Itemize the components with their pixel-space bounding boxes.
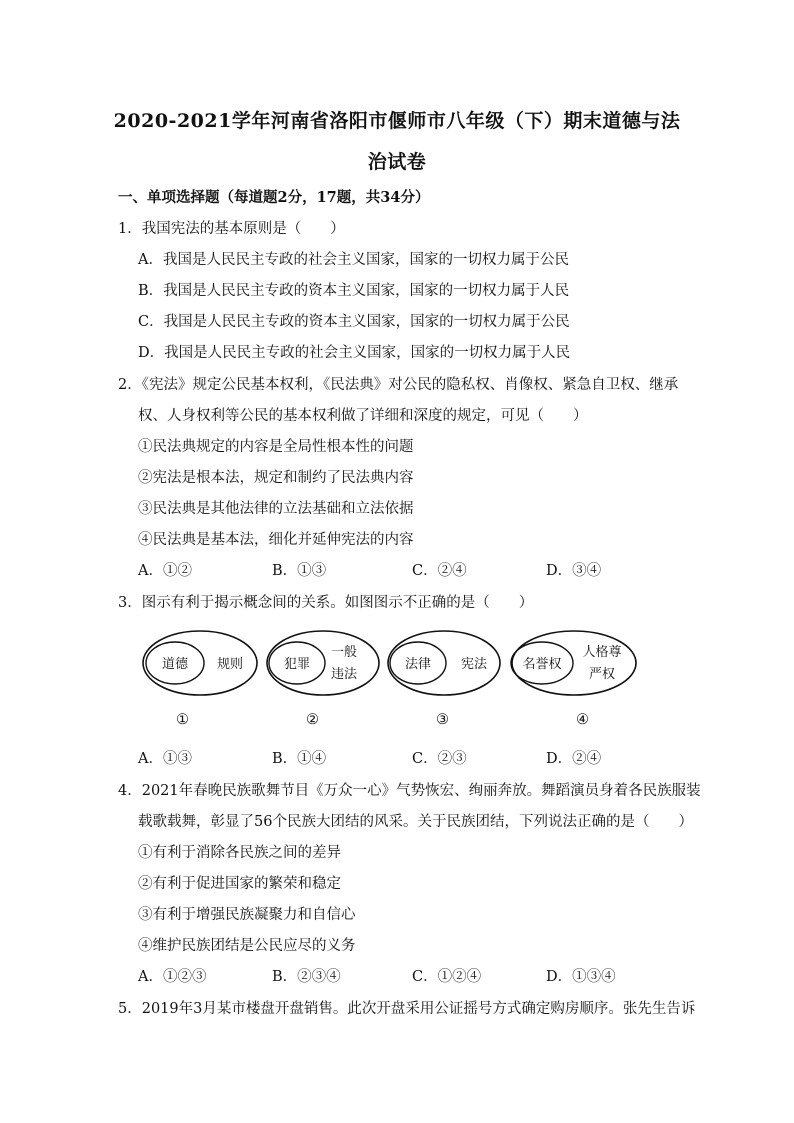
q4-choice-d: D．①③④: [546, 969, 616, 985]
exam-title-line2: 治试卷: [367, 151, 427, 173]
diagram-2-outer-text-1: 一般: [330, 645, 358, 660]
diagram-4-inner-text: 名誉权: [522, 657, 562, 672]
q1-option-a: A．我国是人民民主专政的社会主义国家，国家的一切权力属于公民: [138, 252, 569, 268]
q4-choice-a: A．①②③: [138, 969, 207, 985]
q2-choice-d: D．③④: [546, 563, 602, 579]
q4-item-3: ③有利于增强民族凝聚力和自信心: [138, 907, 356, 923]
q4-choice-c: C．①②④: [412, 969, 482, 985]
diagram-1-outer-text: 规则: [216, 657, 244, 672]
q4-choices: [138, 965, 698, 987]
q2-stem-line1: 2．《宪法》规定公民基本权利，《民法典》对公民的隐私权、肖像权、紧急自卫权、继承: [118, 377, 679, 393]
q2-item-2: ②宪法是根本法，规定和制约了民法典内容: [138, 470, 414, 486]
diagram-4-outer-text-2: 严权: [588, 667, 616, 682]
section-heading: 一、单项选择题（每道题2分，17题，共34分）: [118, 189, 430, 206]
diagram-2-inner-text: 犯罪: [283, 657, 311, 672]
q2-choice-c: C．②④: [412, 563, 467, 579]
diagram-4-label: ④: [576, 712, 589, 728]
diagram-3-outer-text: 宪法: [460, 657, 488, 672]
q1-option-d: D．我国是人民民主专政的社会主义国家，国家的一切权力属于人民: [138, 345, 571, 361]
diagram-3: [388, 631, 500, 695]
q2-item-3: ③民法典是其他法律的立法基础和立法依据: [138, 501, 414, 517]
q2-choice-b: B．①③: [272, 563, 327, 579]
q3-choice-d: D．②④: [546, 751, 602, 767]
q3-choice-c: C．②③: [412, 751, 467, 767]
diagram-4-outer-text-1: 人格尊: [582, 645, 622, 660]
diagram-3-label: ③: [436, 712, 449, 728]
q4-choice-b: B．②③④: [272, 969, 341, 985]
q4-item-1: ①有利于消除各民族之间的差异: [138, 845, 341, 861]
q2-choices: [138, 559, 698, 581]
q2-stem-line2: 权、人身权利等公民的基本权利做了详细和深度的规定，可见（ ）: [138, 408, 588, 424]
diagram-4: [511, 631, 636, 695]
diagram-1-label: ①: [176, 712, 189, 728]
q3-choices: [138, 747, 698, 769]
diagram-3-inner-text: 法律: [404, 657, 432, 672]
q2-item-4: ④民法典是基本法，细化并延伸宪法的内容: [138, 532, 414, 548]
diagram-2-label: ②: [306, 712, 319, 728]
diagram-1: [143, 631, 257, 695]
q4-item-2: ②有利于促进国家的繁荣和稳定: [138, 876, 341, 892]
q4-stem-line2: 载歌载舞，彰显了56个民族大团结的风采。关于民族团结，下列说法正确的是（ ）: [138, 814, 693, 830]
q2-choice-a: A．①②: [138, 563, 192, 579]
diagram-1-inner-text: 道德: [161, 657, 189, 672]
diagram-2-outer-text-2: 违法: [330, 667, 358, 682]
q1-option-b: B．我国是人民民主专政的资本主义国家，国家的一切权力属于人民: [138, 283, 570, 299]
diagram-2: [267, 631, 379, 695]
q3-choice-b: B．①④: [272, 751, 327, 767]
q3-stem: 3．图示有利于揭示概念间的关系。如图图示不正确的是（ ）: [118, 595, 534, 611]
q3-diagram-svg: [140, 625, 680, 705]
q2-item-1: ①民法典规定的内容是全局性根本性的问题: [138, 439, 414, 455]
q1-option-c: C．我国是人民民主专政的资本主义国家，国家的一切权力属于公民: [138, 314, 570, 330]
exam-title-line1: 2020-2021学年河南省洛阳市偃师市八年级（下）期末道德与法: [113, 110, 681, 132]
q5-stem-line1: 5．2019年3月某市楼盘开盘销售。此次开盘采用公证摇号方式确定购房顺序。张先生告诉: [118, 1001, 696, 1017]
q4-stem-line1: 4．2021年春晚民族歌舞节目《万众一心》气势恢宏、绚丽奔放。舞蹈演员身着各民族服装: [118, 783, 701, 799]
q3-diagrams: [140, 625, 680, 725]
q4-item-4: ④维护民族团结是公民应尽的义务: [138, 938, 356, 954]
q1-stem: 1．我国宪法的基本原则是（ ）: [118, 221, 345, 237]
q3-choice-a: A．①③: [138, 751, 192, 767]
